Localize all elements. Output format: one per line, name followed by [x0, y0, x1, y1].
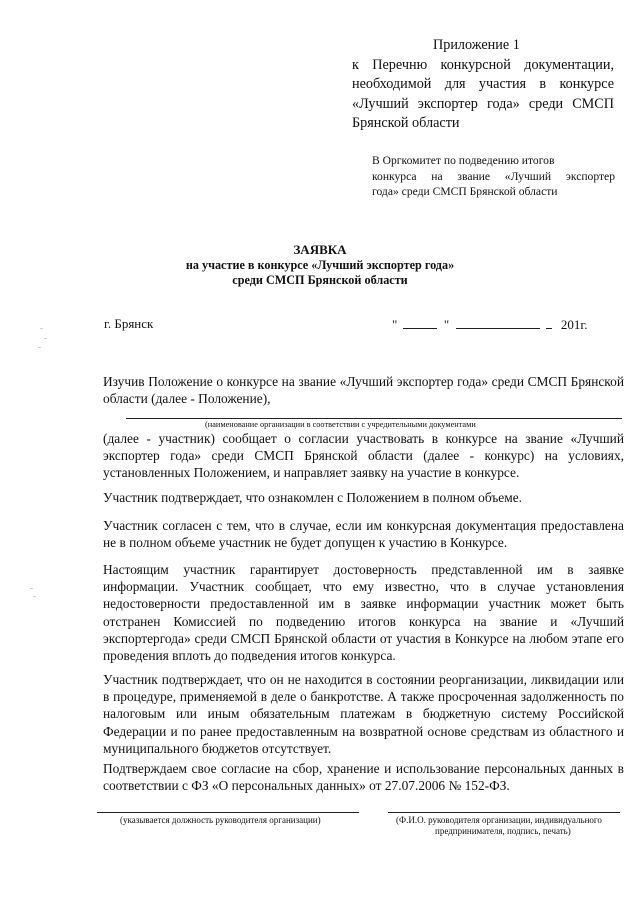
- city-label: г. Брянск: [104, 316, 154, 331]
- intro-paragraph: Изучив Положение о конкурсе на звание «Лучший экспортер года» среди СМСП Брянской области (далее - Положение),: [103, 374, 624, 407]
- appendix-line: необходимой для участия в конкурсе: [352, 76, 614, 92]
- document-title: [60, 242, 580, 289]
- addressee-block: [372, 153, 615, 200]
- name-caption-2: предпринимателя, подпись, печать): [435, 826, 571, 836]
- appendix-number: Приложение 1: [433, 37, 520, 53]
- year-blank[interactable]: [546, 315, 552, 329]
- name-signature-field[interactable]: [388, 812, 620, 813]
- year-suffix: 201г.: [560, 317, 588, 332]
- paragraph-no-bankruptcy: Участник подтверждает, что он не находится в состоянии реорганизации, ликвидации или в процедуре, применяемой в деле о банкротстве. А также просроченная задолженность по налоговым или иным обязательным платежам в бюджетную систему Российской Федерации и по ранее предоставленным на возвратной основе средствам из областного и муниципального бюджетов отсутствует.: [103, 672, 624, 756]
- paragraph-incomplete-docs: Участник согласен с тем, что в случае, если им конкурсная документация предоставлена не в полном объеме участник не будет допущен к участию в Конкурсе.: [103, 518, 624, 551]
- position-caption: (указывается должность руководителя организации): [120, 815, 321, 825]
- position-field[interactable]: [97, 812, 359, 813]
- appendix-line: Брянской области: [352, 115, 460, 131]
- scan-speck: [40, 328, 43, 329]
- day-blank[interactable]: [403, 315, 437, 329]
- paragraph-consent: (далее - участник) сообщает о согласии участвовать в конкурсе на звание «Лучший экспортер года» среди СМСП Брянской области (далее - конкурс) на условиях, установленных Положением, и направляет заявку на участие в конкурсе.: [103, 431, 624, 481]
- scan-speck: [44, 338, 47, 339]
- title-main: ЗАЯВКА: [293, 242, 347, 257]
- org-name-field[interactable]: [126, 418, 622, 419]
- paragraph-accuracy: Настоящим участник гарантирует достоверность представленной им в заявке информации. Участник сообщает, что ему известно, что в случае установления недостоверности предоставленной им в заявке информации участник может быть отстранен Комиссией по подведению итогов конкурса на звание и «Лучший экспортергода» среди СМСП Брянской области от участия в Конкурсе на любом этапе его проведения вплоть до подведения итогов конкурса.: [103, 562, 624, 664]
- addressee-line: года» среди СМСП Брянской области: [372, 185, 558, 198]
- name-caption-1: (Ф.И.О. руководителя организации, индивидуального: [396, 815, 602, 825]
- appendix-line: «Лучший экспортер года» среди СМСП: [352, 95, 614, 112]
- month-blank[interactable]: [456, 315, 540, 329]
- addressee-line: В Оргкомитет по подведению итогов: [372, 154, 555, 167]
- scan-speck: [30, 588, 33, 589]
- title-subtitle-2: среди СМСП Брянской области: [232, 273, 408, 287]
- appendix-header: [352, 36, 614, 134]
- date-quote-open: ": [392, 317, 398, 332]
- scan-speck: [33, 596, 36, 597]
- scan-speck: [38, 347, 41, 348]
- addressee-line: конкурса на звание «Лучший экспортер: [372, 169, 615, 183]
- paragraph-personal-data: Подтверждаем свое согласие на сбор, хранение и использование персональных данных в соответствии с ФЗ «О персональных данных» от 27.07.2006 № 152-ФЗ.: [103, 761, 624, 794]
- appendix-line: к Перечню конкурсной документации,: [352, 56, 614, 73]
- date-quote-close: ": [443, 317, 450, 332]
- title-subtitle: на участие в конкурсе «Лучший экспортер года»: [185, 257, 455, 272]
- org-name-caption: (наименование организации в соответствии с учредительными документами: [205, 420, 476, 429]
- date-line: [392, 315, 588, 333]
- paragraph-acquainted: Участник подтверждает, что ознакомлен с Положением в полном объеме.: [103, 490, 522, 505]
